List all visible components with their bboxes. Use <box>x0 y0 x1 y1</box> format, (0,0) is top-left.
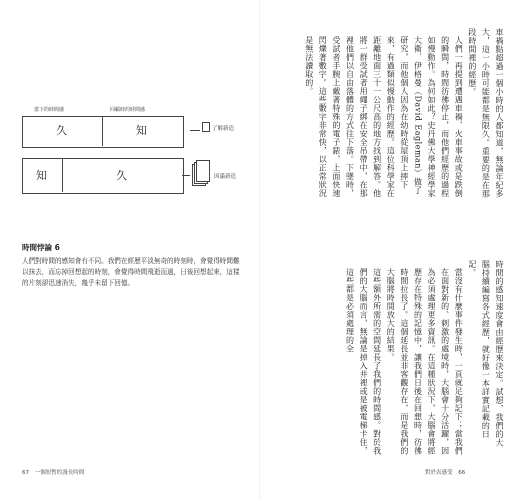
diagram-row-1-divider <box>102 116 103 146</box>
paragraph: 當沒有什麼事件發生時，一頁就足夠記下；當我們在面對新的、刺激的處境時，大腦會十分活躍，因為必須處理更多資訊。在這種狀況下，大腦會將經歷存在特殊的記憶中，讓我們日後在回想時，彷彿時間拉長了。這個延長並非客觀存在，而是我們的大腦將時間放大的結果。 <box>386 268 464 455</box>
time-perception-diagram <box>22 100 238 210</box>
left-running-title: 一個短暫的漫長時間 <box>34 470 85 476</box>
paragraph: 時間的感知速度會由經歷來決定。試想，我們的大腦持續編寫各式經歷，就好像一本詳實記載的日記。 <box>467 260 504 447</box>
diagram-connector-1 <box>190 130 200 131</box>
right-bottom-text <box>274 260 506 455</box>
doc-icon <box>202 122 210 132</box>
paragraph: 這些額外所需的空間延長了我們的時間感。對於我們的大腦而言，無論是掉入井裡或是被電梯卡住，這些都是必須處理的全 <box>345 268 382 455</box>
left-page-number: 67 <box>22 470 29 476</box>
right-running-title: 對於表感受 <box>425 470 453 476</box>
diagram-label-present: 當下的時間感 <box>34 107 65 113</box>
diagram-row-1-left: 久 <box>56 124 67 137</box>
diagram-row-2-right: 久 <box>116 169 127 182</box>
paragraph: 人們一再提到遭遇車禍、火車事故或是跌倒的瞬間，時間彷彿停止，而他們經歷的過程如慢動作。為何如此？史丹佛大學神經學家大衛．伊格曼（David Eagleman）做了研究，而他個人因為在幼時從屋頂上摔下來，有過類似慢動作的經歷。這位科學家在距離地面三十一公尺高的地方找到解答。他將一群受試者用繩子綁在安全吊帶中，在那裡他們以自由落體的方式往下落。下墜時，受試者手腕上戴著特殊的電子錶，上面快速閃爍著數字。這些數字非常快，以正常狀況是無法讀取的。 <box>304 36 464 198</box>
right-top-text <box>274 28 506 198</box>
diagram-row-2-divider <box>62 158 63 192</box>
diagram-row-1-right: 知 <box>136 124 147 137</box>
right-page-number: 66 <box>458 470 466 476</box>
diagram-row-1 <box>22 116 184 148</box>
document-stack-icon <box>192 160 210 188</box>
paragraph: 車禍點超過一個小時的人都知道，無論年紀多大，這一小時可能都是無限久。重要的是在那段時間裡的經歷。 <box>467 28 504 198</box>
right-page <box>260 0 520 500</box>
left-footer <box>22 468 84 476</box>
left-body-text: 人們對時間的感知會有不同。我們在經歷平淡無奇的時刻時，會覺得時間難以抹去，而忘掉回想起的時刻，會覺得時間飛逝而過，日後回想起來，這樣的片刻卻迅速消失，幾乎未留下回憶。 <box>22 257 240 287</box>
diagram-connector-2 <box>182 175 190 176</box>
section-title: 時間悖論 6 <box>22 243 60 252</box>
diagram-label-retrospect: 回顧時的時間感 <box>110 107 146 113</box>
diagram-row-2-left: 知 <box>36 169 47 182</box>
diagram-row-2-label: 因滿新造 <box>214 174 237 180</box>
diagram-row-1-label: 了解新造 <box>212 126 235 132</box>
right-footer <box>425 468 465 476</box>
